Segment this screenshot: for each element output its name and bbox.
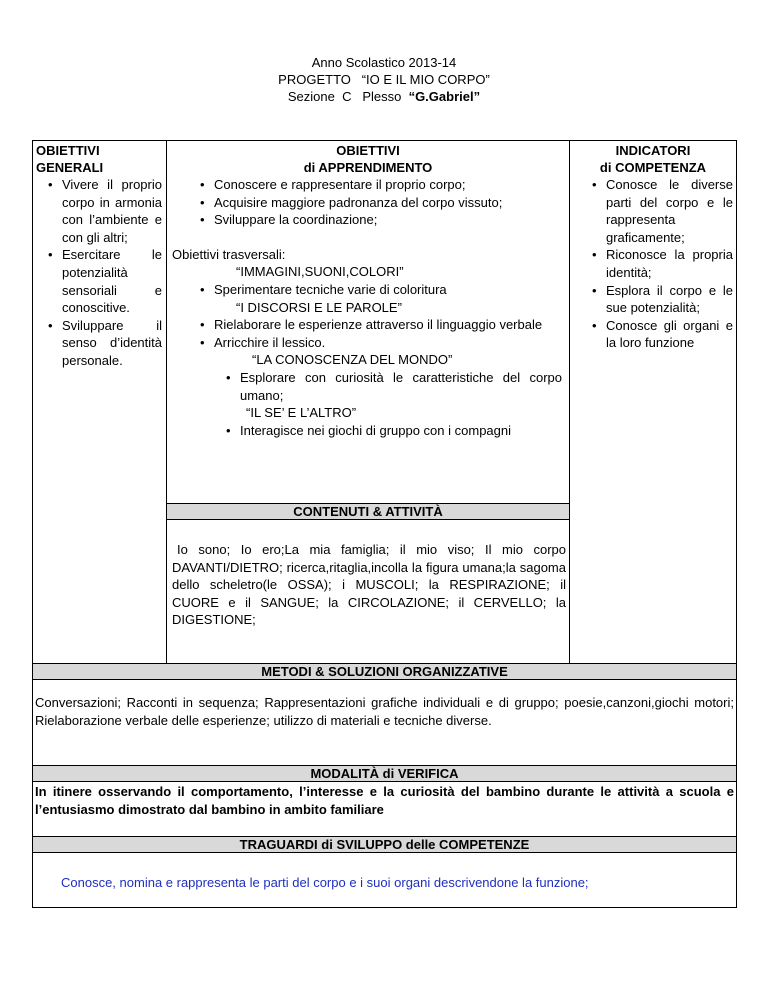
apprendimento-title-2: di APPRENDIMENTO — [303, 160, 433, 175]
generali-item: • Vivere il proprio corpo in armonia con l’ambiente e con gli altri; — [62, 176, 162, 246]
field-discorsi: “I DISCORSI E LE PAROLE” — [236, 299, 402, 315]
apprendimento-item: • Conoscere e rappresentare il proprio corpo; — [214, 176, 566, 194]
section-label: Sezione C Plesso — [287, 89, 409, 104]
project-title: PROGETTO “IO E IL MIO CORPO” — [278, 72, 490, 87]
generali-title-2: GENERALI — [36, 160, 104, 175]
metodi-title: METODI & SOLUZIONI ORGANIZZATIVE — [32, 663, 737, 680]
generali-title-1: OBIETTIVI — [36, 143, 100, 158]
competenza-list — [573, 176, 733, 352]
column-divider-right — [569, 140, 570, 664]
competenza-title-1: INDICATORI — [615, 143, 691, 158]
col-indicatori-competenza — [573, 142, 733, 352]
school-year: Anno Scolastico 2013-14 — [311, 55, 457, 70]
section-line — [0, 88, 768, 105]
field-immagini: “IMMAGINI,SUONI,COLORI” — [236, 264, 404, 280]
contenuti-title: CONTENUTI & ATTIVITÀ — [166, 503, 570, 520]
col-obiettivi-apprendimento — [170, 142, 566, 439]
generali-item: • Sviluppare il senso d’identità personale. — [62, 317, 162, 370]
generali-list — [36, 176, 162, 370]
field-discorsi-list — [170, 316, 566, 351]
field-se-altro: “IL SE’ E L’ALTRO” — [246, 405, 357, 421]
field-conoscenza: “LA CONOSCENZA DEL MONDO” — [252, 352, 453, 368]
field-se-altro-list — [170, 422, 566, 440]
field-discorsi-item: • Rielaborare le esperienze attraverso il linguaggio verbale — [214, 316, 558, 334]
competenza-item: • Esplora il corpo e le sue potenzialità; — [606, 282, 733, 317]
traguardi-title: TRAGUARDI di SVILUPPO delle COMPETENZE — [32, 836, 737, 853]
generali-item: • Esercitare le potenzialità sensoriali e conoscitive. — [62, 246, 162, 316]
contenuti-text: Io sono; Io ero;La mia famiglia; il mio viso; Il mio corpo DAVANTI/DIETRO; ricerca,ritaglia,incolla la figura umana;la sagoma dello scheletro(le OSSA); i MUSCOLI; la RESPIRAZIONE; il CUORE e il SANGUE; la CIRCOLAZIONE; il CERVELLO; la DIGESTIONE; — [172, 542, 566, 628]
field-conoscenza-list — [170, 369, 566, 404]
verifica-text: In itinere osservando il comportamento, l’interesse e la curiosità del bambino durante le attività a scuola e l’entusiasmo dimostrato dal bambino in ambito familiare — [35, 784, 734, 817]
verifica-title: MODALITÀ di VERIFICA — [32, 765, 737, 782]
field-discorsi-item: • Arricchire il lessico. — [214, 334, 558, 352]
apprendimento-item: • Acquisire maggiore padronanza del corpo vissuto; — [214, 194, 566, 212]
field-conoscenza-item: • Esplorare con curiosità le caratteristiche del corpo umano; — [240, 369, 562, 404]
apprendimento-list — [170, 176, 566, 229]
trasversali-label: Obiettivi trasversali: — [172, 246, 286, 262]
competenza-item: • Riconosce la propria identità; — [606, 246, 733, 281]
competenza-item: • Conosce gli organi e la loro funzione — [606, 317, 733, 352]
competenza-item: • Conosce le diverse parti del corpo e le rappresenta graficamente; — [606, 176, 733, 246]
plesso-name: “G.Gabriel” — [408, 89, 481, 104]
apprendimento-title-1: OBIETTIVI — [336, 143, 400, 158]
traguardi-text: Conosce, nomina e rappresenta le parti del corpo e i suoi organi descrivendone la funzione; — [61, 875, 589, 890]
document-header — [0, 54, 768, 105]
field-immagini-list — [170, 281, 566, 299]
competenza-title-2: di COMPETENZA — [599, 160, 707, 175]
apprendimento-item: • Sviluppare la coordinazione; — [214, 211, 566, 229]
metodi-text: Conversazioni; Racconti in sequenza; Rappresentazioni grafiche individuali e di gruppo; poesie,canzoni,giochi motori; Rielaborazione verbale delle esperienze; utilizzo di materiali e tecniche diverse. — [35, 695, 734, 728]
field-immagini-item: • Sperimentare tecniche varie di coloritura — [214, 281, 566, 299]
col-obiettivi-generali — [36, 142, 162, 370]
field-se-altro-item: • Interagisce nei giochi di gruppo con i compagni — [240, 422, 566, 440]
column-divider-left — [166, 140, 167, 664]
